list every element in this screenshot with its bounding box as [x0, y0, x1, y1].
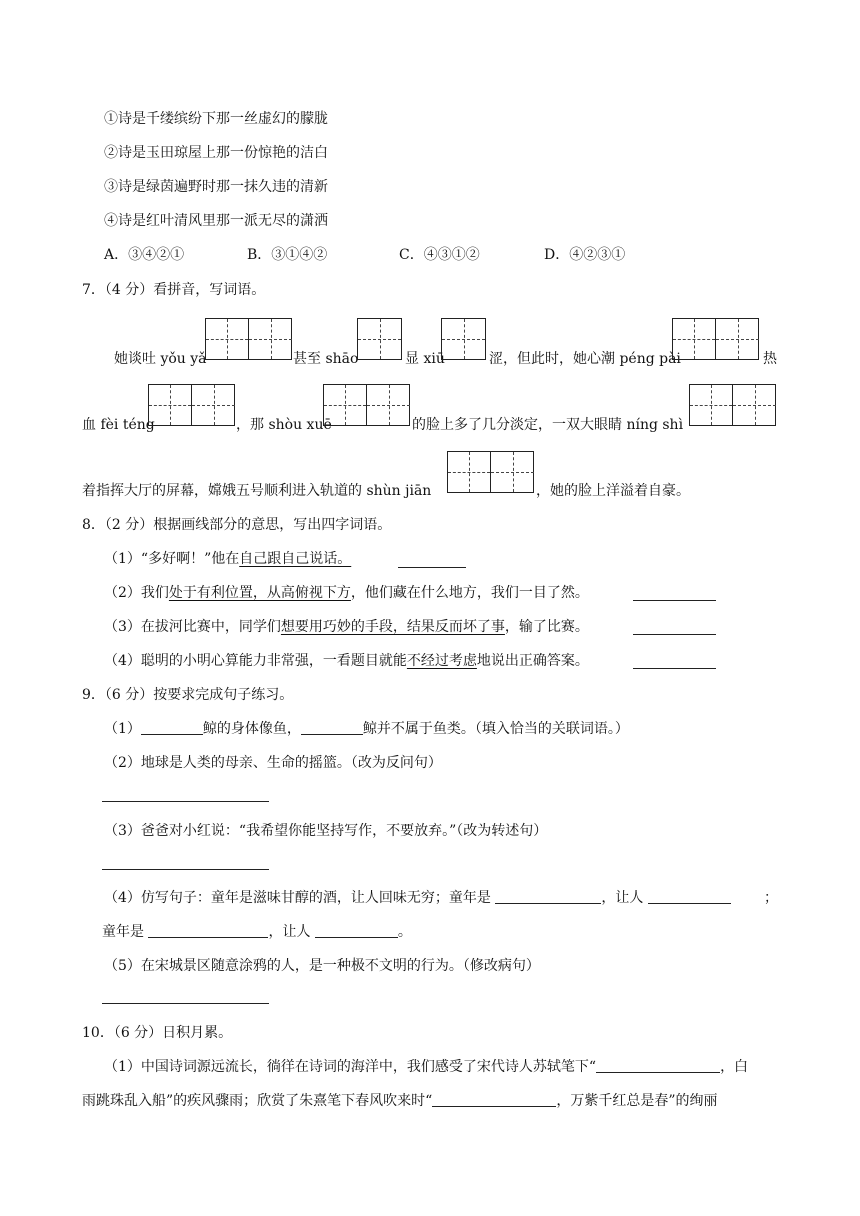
q7-text-3: 显 xiū [405, 351, 445, 367]
q10-blank-2[interactable] [432, 1092, 556, 1107]
q9-item-1-text-b: 鲸并不属于鱼类。（填入恰当的关联词语。） [362, 721, 629, 737]
pinyin-box-shao[interactable] [357, 318, 402, 360]
q8-item-3 [104, 617, 589, 637]
q9-item-1-num: （1） [104, 721, 141, 737]
pinyin-box-pengpai[interactable] [672, 318, 759, 360]
pinyin-box-feiteng[interactable] [148, 384, 235, 426]
q7-text-1: 她谈吐 yǒu yǎ [114, 351, 207, 367]
q8-answer-2[interactable] [633, 600, 716, 601]
q7-text-2: 甚至 shāo [293, 351, 359, 367]
q10-line-2-text-b: ，万紫千红总是春”的绚丽 [556, 1093, 718, 1109]
q7-text-5: 热 [763, 351, 777, 367]
q10-line-1 [104, 1057, 748, 1077]
q10-line-2-text-a: 雨跳珠乱入船”的疾风骤雨；欣赏了朱熹笔下春风吹来时“ [82, 1093, 433, 1109]
pinyin-box-ningshi[interactable] [689, 384, 776, 426]
q9-item-4-text-d: 童年是 [102, 924, 144, 940]
q8-item-1-underlined: 自己跟自己说话。 [239, 551, 352, 567]
q9-item-5: （5）在宋城景区随意涂鸦的人，是一种极不文明的行为。（修改病句） [104, 958, 540, 974]
q6-line-2: ②诗是玉田琼屋上那一份惊艳的洁白 [104, 145, 328, 161]
q7-text-10: ，她的脸上洋溢着自豪。 [536, 483, 690, 499]
q8-item-2 [104, 583, 589, 603]
q8-item-2-text: （2）我们 [104, 585, 169, 601]
q10-blank-1[interactable] [596, 1058, 720, 1073]
q9-item-1-text-a: 鲸的身体像鱼， [202, 721, 301, 737]
q7-text-7: ，那 shòu xuē [236, 417, 332, 433]
pinyin-box-xiu[interactable] [441, 318, 486, 360]
q6-line-3: ③诗是绿茵遍野时那一抹久违的清新 [104, 179, 328, 195]
q9-blank-3[interactable] [495, 889, 601, 904]
q8-item-3-text-b: ，输了比赛。 [504, 619, 589, 635]
q10-line-1-text-b: ，白 [720, 1059, 749, 1075]
q8-item-2-underlined: 处于有利位置，从高俯视下方 [168, 585, 351, 601]
option-b[interactable]: B．③①④② [247, 247, 328, 263]
q8-item-3-text: （3）在拔河比赛中，同学们 [104, 619, 281, 635]
q10-line-2 [82, 1091, 718, 1111]
q8-item-4 [104, 651, 589, 671]
pinyin-box-shunjian[interactable] [447, 451, 534, 493]
q8-item-2-text-b: ，他们藏在什么地方，我们一目了然。 [350, 585, 589, 601]
q9-answer-5[interactable] [102, 1003, 269, 1004]
q10-title: 10．（6 分）日积月累。 [82, 1025, 233, 1041]
q10-line-1-text-a: （1）中国诗词源远流长，徜徉在诗词的海洋中，我们感受了宋代诗人苏轼笔下“ [104, 1059, 597, 1075]
option-c[interactable]: C．④③①② [399, 247, 480, 263]
q9-item-3: （3）爸爸对小红说：“我希望你能坚持写作，不要放弃。”（改为转述句） [104, 823, 548, 839]
q9-blank-2[interactable] [301, 720, 363, 735]
q9-blank-5[interactable] [148, 923, 268, 938]
q9-item-4-text-f: 。 [397, 924, 412, 940]
q9-item-4-cont [102, 922, 412, 942]
q7-text-9: 着指挥大厅的屏幕，嫦娥五号顺利进入轨道的 shùn jiān [82, 483, 432, 499]
q9-title: 9．（6 分）按要求完成句子练习。 [82, 687, 294, 703]
q7-text-8: 的脸上多了几分淡定，一双大眼睛 níng shì [412, 417, 684, 433]
q9-answer-2[interactable] [102, 801, 269, 802]
option-d[interactable]: D．④②③① [544, 247, 626, 263]
q9-item-4 [104, 888, 778, 908]
q9-item-4-text-c: ； [764, 890, 778, 906]
option-a[interactable]: A．③④②① [104, 247, 185, 263]
q9-blank-6[interactable] [315, 923, 398, 938]
q8-answer-1[interactable] [398, 567, 466, 568]
q9-blank-4[interactable] [648, 889, 731, 904]
q8-item-4-underlined: 不经过考虑 [406, 653, 477, 669]
pinyin-box-shouxue[interactable] [323, 384, 410, 426]
q8-item-4-text-b: 地说出正确答案。 [476, 653, 589, 669]
q8-item-4-text: （4）聪明的小明心算能力非常强，一看题目就能 [104, 653, 407, 669]
q8-item-1 [104, 549, 351, 569]
q8-answer-4[interactable] [633, 668, 716, 669]
q9-item-4-text-a: （4）仿写句子：童年是滋味甘醇的酒，让人回味无穷；童年是 [104, 890, 491, 906]
q8-item-1-text: （1）“多好啊！”他在 [104, 551, 240, 567]
q6-line-1: ①诗是千缕缤纷下那一丝虚幻的朦胧 [104, 111, 328, 127]
q9-item-1 [104, 719, 629, 739]
q9-item-4-text-e: ，让人 [268, 924, 311, 940]
q7-text-6: 血 fèi téng [82, 417, 155, 433]
q9-item-2: （2）地球是人类的母亲、生命的摇篮。（改为反问句） [104, 755, 442, 771]
q9-answer-3[interactable] [102, 869, 269, 870]
q6-line-4: ④诗是红叶清风里那一派无尽的潇洒 [104, 213, 328, 229]
q8-title: 8．（2 分）根据画线部分的意思，写出四字词语。 [82, 517, 392, 533]
q8-item-3-underlined: 想要用巧妙的手段，结果反而坏了事 [280, 619, 505, 635]
pinyin-box-youya[interactable] [205, 318, 292, 360]
q9-item-4-text-b: ，让人 [601, 890, 644, 906]
q8-answer-3[interactable] [633, 634, 716, 635]
q9-blank-1[interactable] [141, 720, 203, 735]
q7-title: 7．（4 分）看拼音，写词语。 [82, 282, 266, 298]
q7-text-4: 涩，但此时，她心潮 péng pài [489, 351, 681, 367]
